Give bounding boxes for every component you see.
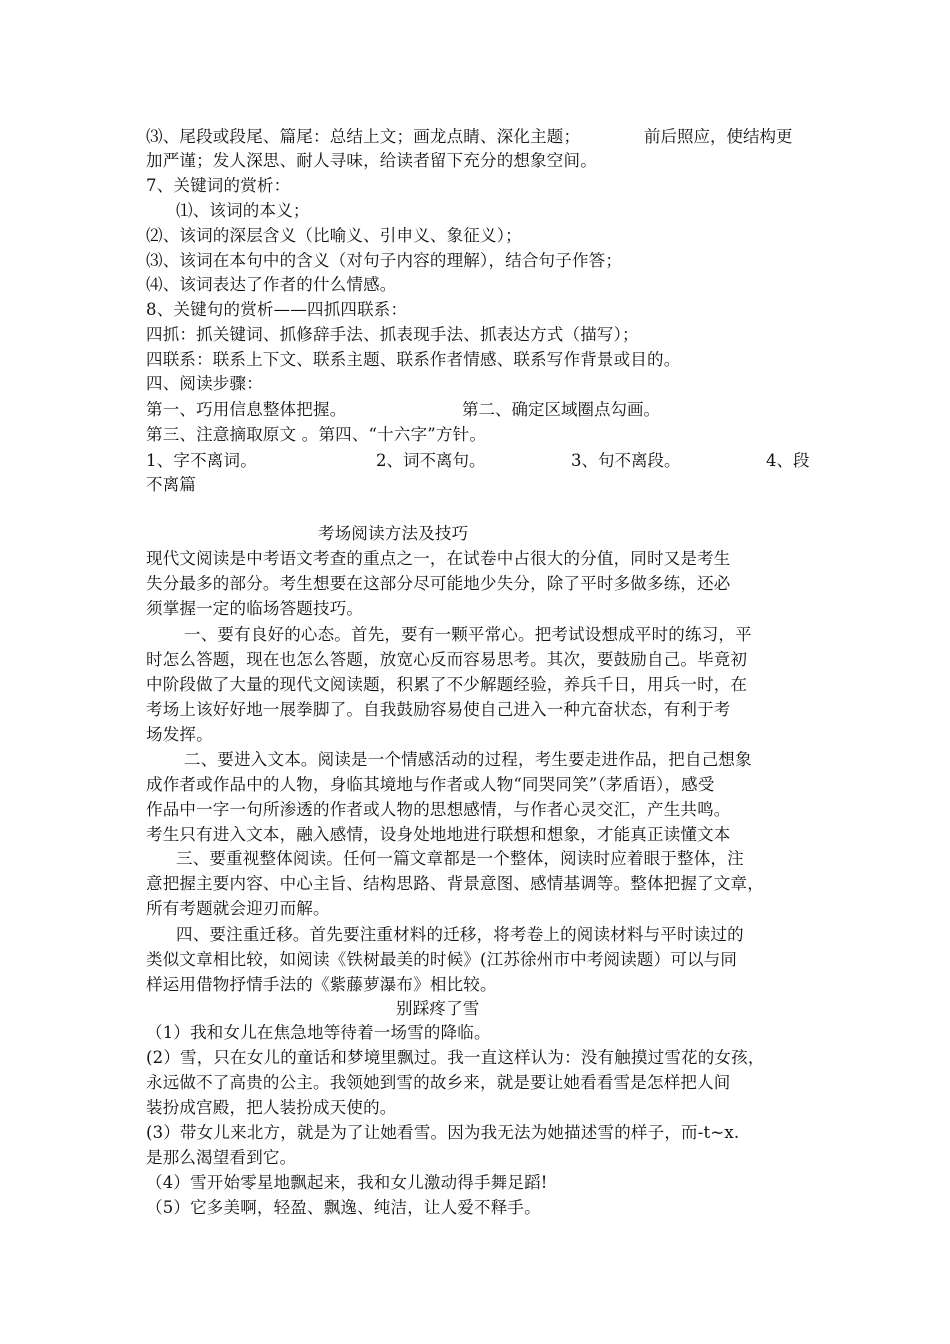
text-line: (2）雪，只在女儿的童话和梦境里飘过。我一直这样认为：没有触摸过雪花的女孩， [146, 1048, 765, 1067]
text-segment: ⑶、尾段或段尾、篇尾：总结上文；画龙点睛、深化主题； [146, 127, 581, 146]
paragraph-start: 三、要重视整体阅读。任何一篇文章都是一个整体，阅读时应着眼于整体，注 [176, 849, 744, 868]
text-line: （1）我和女儿在焦急地等待着一场雪的降临。 [146, 1023, 491, 1042]
text-line: 场发挥。 [146, 725, 213, 744]
text-line: 加严谨；发人深思、耐人寻味，给读者留下充分的想象空间。 [146, 151, 597, 170]
text-segment: 4、段 [766, 451, 810, 470]
text-line: 中阶段做了大量的现代文阅读题，积累了不少解题经验，养兵千日，用兵一时，在 [146, 675, 748, 694]
text-line: 时怎么答题，现在也怎么答题，放宽心反而容易思考。其次，要鼓励自己。毕竟初 [146, 650, 748, 669]
text-segment: 前后照应，使结构更 [644, 127, 793, 146]
text-line: （4）雪开始零星地飘起来，我和女儿激动得手舞足蹈! [146, 1173, 548, 1192]
text-line: 第三、注意摘取原文 。第四、“十六字”方针。 [146, 425, 487, 444]
text-line: 类似文章相比较，如阅读《铁树最美的时候》(江苏徐州市中考阅读题）可以与同 [146, 950, 738, 969]
text-line: ⑵、该词的深层含义（比喻义、引申义、象征义）； [146, 226, 522, 245]
text-segment: 第一、巧用信息整体把握。 [146, 400, 347, 419]
text-line: 考生只有进入文本，融入感情，设身处地地进行联想和想象，才能真正读懂文本 [146, 825, 731, 844]
text-line: ⑶、该词在本句中的含义（对句子内容的理解），结合句子作答； [146, 251, 623, 270]
text-line: 成作者或作品中的人物，身临其境地与作者或人物“同哭同笑”（茅盾语），感受 [146, 775, 715, 794]
text-segment: 2、词不离句。 [376, 451, 486, 470]
text-line: 四联系：联系上下文、联系主题、联系作者情感、联系写作背景或目的。 [146, 350, 681, 369]
paragraph-start: 四、要注重迁移。首先要注重材料的迁移，将考卷上的阅读材料与平时读过的 [176, 925, 744, 944]
text-line: 是那么渴望看到它。 [146, 1148, 297, 1167]
text-line: 失分最多的部分。考生想要在这部分尽可能地少失分，除了平时多做多练，还必 [146, 574, 731, 593]
paragraph-start: 一、要有良好的心态。首先，要有一颗平常心。把考试设想成平时的练习，平 [184, 625, 752, 644]
text-line: (3）带女儿来北方，就是为了让她看雪。因为我无法为她描述雪的样子，而-t~x. [146, 1123, 740, 1142]
text-line: 作品中一字一句所渗透的作者或人物的思想感情，与作者心灵交汇，产生共鸣。 [146, 800, 731, 819]
text-line: ⑴、该词的本义； [176, 201, 310, 220]
text-line: 须掌握一定的临场答题技巧。 [146, 599, 364, 618]
text-line: 意把握主要内容、中心主旨、结构思路、背景意图、感情基调等。整体把握了文章， [146, 874, 764, 893]
text-line: 装扮成宫殿，把人装扮成天使的。 [146, 1098, 397, 1117]
text-line: 所有考题就会迎刃而解。 [146, 899, 330, 918]
text-line: 考场上该好好地一展拳脚了。自我鼓励容易使自己进入一种亢奋状态，有利于考 [146, 700, 731, 719]
text-line: 永远做不了高贵的公主。我领她到雪的故乡来，就是要让她看看雪是怎样把人间 [146, 1073, 731, 1092]
text-line: （5）它多美啊，轻盈、飘逸、纯洁，让人爱不释手。 [146, 1198, 541, 1217]
section-title: 考场阅读方法及技巧 [318, 524, 469, 543]
paragraph-start: 二、要进入文本。阅读是一个情感活动的过程，考生要走进作品，把自己想象 [184, 750, 752, 769]
text-line: 样运用借物抒情手法的《紫藤萝瀑布》相比较。 [146, 975, 497, 994]
text-line: 不离篇 [146, 475, 197, 494]
list-heading: 四、阅读步骤： [146, 374, 263, 393]
text-line: ⑷、该词表达了作者的什么情感。 [146, 275, 397, 294]
text-line: 四抓：抓关键词、抓修辞手法、抓表现手法、抓表达方式（描写）； [146, 325, 639, 344]
text-segment: 1、字不离词。 [146, 451, 257, 470]
text-line [146, 125, 580, 149]
text-segment: 第二、确定区域圈点勾画。 [462, 400, 660, 419]
list-heading: 8、关键句的赏析——四抓四联系： [146, 300, 408, 319]
text-segment: 3、句不离段。 [571, 451, 681, 470]
text-line: 现代文阅读是中考语文考查的重点之一，在试卷中占很大的分值，同时又是考生 [146, 549, 731, 568]
list-heading: 7、关键词的赏析： [146, 176, 291, 195]
section-title: 别踩疼了雪 [396, 999, 480, 1018]
